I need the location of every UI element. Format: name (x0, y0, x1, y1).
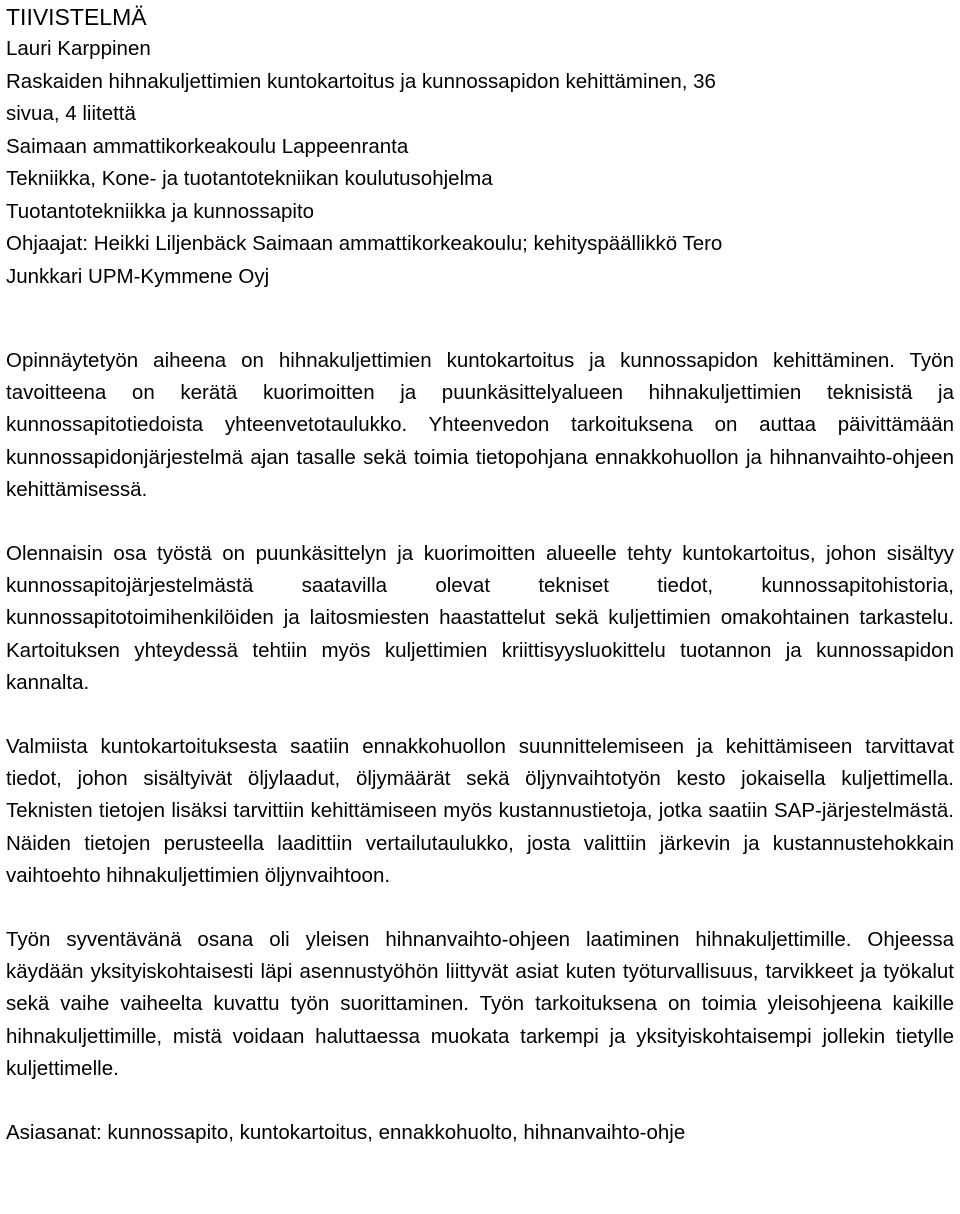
author-name: Lauri Karppinen (6, 37, 151, 60)
school-name: Saimaan ammattikorkeakoulu Lappeenranta (6, 134, 409, 158)
abstract-paragraph-2: Olennaisin osa työstä on puunkäsittelyn ja kuorimoitten alueelle tehty kuntokartoitus, johon sisältyy kunnossapitojärjestelmästä saatavilla olevat tekniset tiedot, kunnossapitohistoria, kunnossapitotoimihenkilöiden ja laitosmiesten haastattelut sekä kuljettimien omakohtainen tarkastelu. Kartoituksen yhteydessä tehtiin myös kuljettimien kriittisyysluokittelu tuotannon ja kunnossapidon kannalta. (6, 542, 954, 694)
thesis-meta (6, 33, 954, 293)
page-title: TIIVISTELMÄ (6, 4, 147, 30)
keywords-line: Asiasanat: kunnossapito, kuntokartoitus, ennakkohuolto, hihnanvaihto-ohje (6, 1121, 686, 1145)
degree-program: Tekniikka, Kone- ja tuotantotekniikan koulutusohjelma (6, 167, 493, 190)
thesis-title-line-1: Raskaiden hihnakuljettimien kuntokartoitus ja kunnossapidon kehittäminen, 36 (6, 69, 716, 93)
abstract-page (6, 0, 954, 1149)
supervisors-line-2: Junkkari UPM-Kymmene Oyj (6, 264, 270, 288)
supervisors-line-1: Ohjaajat: Heikki Liljenbäck Saimaan ammattikorkeakoulu; kehityspäällikkö Tero (6, 232, 723, 255)
abstract-paragraph-3: Valmiista kuntokartoituksesta saatiin ennakkohuollon suunnittelemiseen ja kehittämiseen tarvittavat tiedot, johon sisältyivät öljylaadut, öljymäärät sekä öljynvaihtotyön kesto jokaisella kuljettimella. Teknisten tietojen lisäksi tarvittiin kehittämiseen myös kustannustietoja, jotka saatiin SAP-järjestelmästä. Näiden tietojen perusteella laadittiin vertailutaulukko, josta valittiin järkevin ja kustannustehokkain vaihtoehto hihnakuljettimien öljynvaihtoon. (6, 735, 954, 887)
specialization: Tuotantotekniikka ja kunnossapito (6, 199, 315, 223)
abstract-paragraph-4: Työn syventävänä osana oli yleisen hihnanvaihto-ohjeen laatiminen hihnakuljettimille. Ohjeessa käydään yksityiskohtaisesti läpi asennustyöhön liittyvät asiat kuten työturvallisuus, tarvikkeet ja työkalut sekä vaihe vaiheelta kuvattu työn suorittaminen. Työn tarkoituksena on toimia yleisohjeena kaikille hihnakuljettimille, mistä voidaan haluttaessa muokata tarkempi ja yksityiskohtaisempi jollekin tietylle kuljettimelle. (6, 928, 954, 1080)
thesis-title-line-2: sivua, 4 liitettä (6, 102, 136, 125)
abstract-paragraph-1: Opinnäytetyön aiheena on hihnakuljettimien kuntokartoitus ja kunnossapidon kehittäminen. Työn tavoitteena on kerätä kuorimoitten ja puunkäsittelyalueen hihnakuljettimien teknisistä ja kunnossapitotiedoista yhteenvetotaulukko. Yhteenvedon tarkoituksena on auttaa päivittämään kunnossapidonjärjestelmä ajan tasalle sekä toimia tietopohjana ennakkohuollon ja hihnanvaihto-ohjeen kehittämisessä. (6, 349, 954, 501)
